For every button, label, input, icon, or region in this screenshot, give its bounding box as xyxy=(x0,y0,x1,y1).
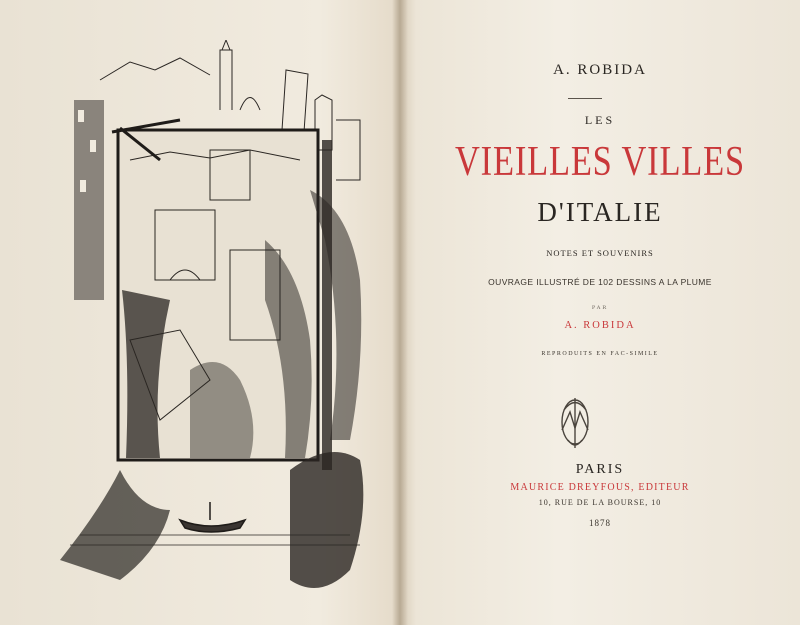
frontispiece-drawing xyxy=(60,40,370,610)
frontispiece-illustration xyxy=(60,40,370,610)
author-name-top: A. ROBIDA xyxy=(553,62,647,78)
publisher-address: 10, RUE DE LA BOURSE, 10 xyxy=(538,498,662,507)
publisher-monogram-icon xyxy=(550,390,600,455)
subtitle: D'ITALIE xyxy=(537,197,663,227)
author-name-red: A. ROBIDA xyxy=(564,320,636,331)
divider-rule xyxy=(568,98,602,99)
publication-year: 1878 xyxy=(589,518,611,528)
title-article: LES xyxy=(584,113,616,127)
illustration-note: OUVRAGE ILLUSTRÉ DE 102 DESSINS A LA PLUME xyxy=(488,277,712,287)
par-line: PAR xyxy=(591,305,609,311)
title-page xyxy=(400,0,800,625)
main-title: VIEILLES VILLES xyxy=(454,139,745,185)
publication-city: PARIS xyxy=(575,462,625,477)
reproduction-note: REPRODUITS EN FAC-SIMILE xyxy=(541,351,659,357)
publisher-name: MAURICE DREYFOUS, EDITEUR xyxy=(510,482,690,493)
notes-line: NOTES ET SOUVENIRS xyxy=(546,248,654,258)
